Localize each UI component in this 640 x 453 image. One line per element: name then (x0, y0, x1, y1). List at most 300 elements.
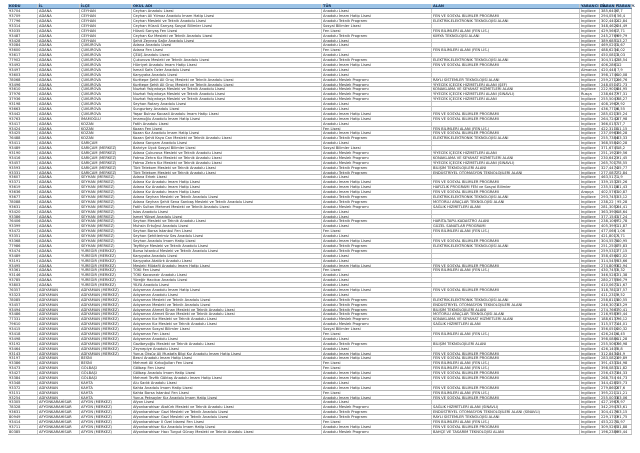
table-cell: Ceyhan Mesleki ve Teknik Anadolu Lisesi (132, 19, 322, 23)
table-cell: 93143 (8, 352, 38, 356)
table-cell: Fen Lisesi (322, 361, 432, 365)
table-cell: 377,1543 (601, 214, 619, 219)
table-cell: Anadolu Lisesi (322, 234, 432, 238)
table-cell: 408,1962 (601, 102, 619, 107)
table-cell: Anadolu Lisesi (322, 102, 432, 106)
table-cell: 80,55 (616, 298, 632, 302)
table-cell: ADIYAMAN (38, 293, 80, 297)
table-cell: Kahta Anadolu İmam Hatip Lisesi (132, 386, 322, 390)
table-cell: FEN VE SOSYAL BİLİMLER PROGRAMI (432, 14, 580, 18)
table-cell: İngilizce (580, 131, 600, 135)
table-cell: 235,5118 (601, 185, 619, 190)
table-cell: İngilizce (580, 185, 600, 189)
table-cell: Anadolu Lisesi (322, 210, 432, 214)
table-cell: 22,02 (616, 254, 632, 258)
table-cell: Anadolu Teknik Programı (322, 34, 432, 38)
table-body (8, 9, 632, 434)
table-cell: Anadolu İmam Hatip Lisesi (322, 14, 432, 18)
table-cell: Karşıyaka Anadolu Lisesi (132, 73, 322, 77)
table-cell: Sosyal Bilimler Lisesi (322, 327, 432, 331)
table-cell: 309,5265 (601, 424, 619, 429)
table-cell: FEN VE SOSYAL BİLİMLER PROGRAMI (432, 352, 580, 356)
table-cell: 238,22 (600, 200, 616, 204)
table-cell: 93146 (8, 273, 38, 277)
table-cell: Seyhan Şehitlerimiz Ses Anadolu Lisesi (132, 234, 322, 238)
table-cell: Anadolu İmam Hatip Lisesi (322, 63, 432, 67)
table-cell: 93331 (8, 171, 38, 175)
table-cell: Adana Kız Anadolu İmam Hatip Lisesi (132, 180, 322, 184)
table-cell: Afyonkarahisar Gazi Mesleki ve Teknik Anadolu Lisesi (132, 415, 322, 419)
table-cell: 93323 (8, 293, 38, 297)
table-cell: ADIYAMAN (38, 361, 80, 365)
table-cell: Fen Lisesi (322, 127, 432, 131)
table-cell: 391,4333 (601, 361, 619, 366)
table-cell: Çukurova Mesleki ve Teknik Anadolu Lisesi (132, 58, 322, 62)
table-cell: Besni Anadolu İmam Hatip Lisesi (132, 356, 322, 360)
table-cell: ADANA (38, 29, 80, 33)
table-cell: İngilizce (580, 420, 600, 424)
table-cell: İngilizce (580, 293, 600, 297)
table-cell: İngilizce (580, 156, 600, 160)
table-cell: Anadolu Teknik Programı (322, 200, 432, 204)
table-cell: İngilizce (580, 161, 600, 165)
table-cell: 76488 (8, 136, 38, 140)
table-cell: İngilizce (580, 381, 600, 385)
table-cell: KONAKLAMA VE SEYAHAT HİZMETLERİ ALANI (432, 156, 580, 160)
table-cell: Yaşar Bulnaz Kocaali Anadolu İmam Hatip Lisesi (132, 112, 322, 116)
table-cell: Adıyaman Kız Mesleki ve Teknik Anadolu Lisesi (132, 317, 322, 321)
table-cell: ADIYAMAN (38, 376, 80, 380)
table-cell: AFYONKARAHİSAR (38, 425, 80, 429)
table-cell: ADIYAMAN (38, 308, 80, 312)
table-cell: Gölbaşı Fen Lisesi (132, 366, 322, 370)
table-cell (432, 278, 580, 282)
table-cell: Anadolu Meslek Programı (322, 405, 432, 409)
table-cell: 426,2416 (601, 331, 619, 336)
table-cell: 93474 (8, 249, 38, 253)
table-cell: ÇUKUROVA (80, 48, 132, 52)
table-cell: İngilizce (580, 425, 600, 429)
table-cell: 469,0203 (601, 43, 619, 48)
table-cell: 93600 (8, 48, 38, 52)
table-cell: 44,01 (616, 322, 632, 326)
table-cell: Ceyhan Kız Mesleki ve Teknik Anadolu Lisesi (132, 34, 322, 38)
table-cell: Adana Çukurova Mesleki ve Teknik Anadolu Lisesi (132, 151, 322, 155)
table-cell: Fen Lisesi (322, 268, 432, 272)
table-cell: ADANA (38, 151, 80, 155)
table-cell: AFYON (MERKEZ) (80, 415, 132, 419)
table-cell: 1,67 (616, 43, 632, 47)
table-cell: FEN VE SOSYAL BİLİMLER PROGRAMI (432, 264, 580, 268)
table-cell: ADANA (38, 249, 80, 253)
table-cell: ÇUKUROVA (80, 107, 132, 111)
table-cell: 76357 (8, 288, 38, 292)
table-cell: Afyonkarahisar Atatürk Mesleki ve Teknik Anadolu Lisesi (132, 405, 322, 409)
table-cell: İngilizce (580, 229, 600, 233)
table-cell: FEN BİLİMLERİ ALANI (FEN LİS.) (432, 391, 580, 395)
table-cell: 55,24 (616, 112, 632, 116)
table-cell: İngilizce (580, 102, 600, 106)
table-cell: 17,7 (616, 122, 632, 126)
table-cell: 56,79 (616, 278, 632, 282)
table-cell: SAĞLIK HİZMETLERİ ALANI (432, 322, 580, 326)
table-cell: İngilizce (580, 19, 600, 23)
table-cell: ADIYAMAN (38, 352, 80, 356)
table-cell: 93415 (8, 327, 38, 331)
table-cell: SEYHAN (MERKEZ) (80, 200, 132, 204)
table-cell: ADANA (38, 161, 80, 165)
table-cell: İngilizce (580, 97, 600, 101)
table-cell: 12 (616, 63, 632, 67)
table-cell: Sosyal Bilimler Lisesi (322, 146, 432, 150)
table-cell: ADANA (38, 200, 80, 204)
table-cell: YÜREĞİR (MERKEZ) (80, 273, 132, 277)
table-cell: İngilizce (580, 352, 600, 356)
table-cell: 356,0516 (601, 327, 619, 332)
table-cell: 93361 (8, 268, 38, 272)
table-cell: FEN VE SOSYAL BİLİMLER PROGRAMI (432, 371, 580, 375)
table-cell: Adana Erkek Lisesi (132, 175, 322, 179)
table-cell: Anadolu İmam Hatip Lisesi (322, 371, 432, 375)
table-cell: 93494 (8, 308, 38, 312)
table-cell: CEYHAN (80, 9, 132, 13)
table-cell: İngilizce (580, 327, 600, 331)
header-cell: TABAN P. (601, 4, 620, 8)
table-cell: Anadolu Teknik Programı (322, 19, 432, 23)
table-cell (432, 102, 580, 106)
table-cell (432, 146, 580, 150)
table-cell: 87,98 (616, 117, 632, 121)
table-cell: 93472 (8, 229, 38, 233)
table-cell: BAHÇE VE TASARIM TEKNOLOJİSİ ALANI (432, 430, 580, 434)
table-cell: FEN VE SOSYAL BİLİMLER PROGRAMI (432, 356, 580, 360)
table-cell: Muhsin Ertuğrul Anadolu Lisesi (132, 224, 322, 228)
table-cell: ADANA (38, 239, 80, 243)
table-cell: ADIYAMAN (38, 337, 80, 341)
table-cell: ÇUKUROVA (80, 97, 132, 101)
table-cell: İngilizce (580, 361, 600, 365)
table-cell: 6,55 (616, 107, 632, 111)
table-cell: İngilizce (580, 342, 600, 346)
table-cell: Borsa İstanbul Mesleki ve Teknik Anadolu Lisesi (132, 249, 322, 253)
table-cell: 429,5661 (601, 28, 619, 33)
table-cell: Anadolu Lisesi (322, 141, 432, 145)
table-cell: ADANA (38, 19, 80, 23)
table-cell: İngilizce (580, 410, 600, 414)
table-cell: Anadolu İmam Hatip Lisesi (322, 376, 432, 380)
table-cell: Anadolu Lisesi (322, 107, 432, 111)
table-cell: Anadolu Teknik Programı (322, 342, 432, 346)
table-cell: Anadolu Teknik Programı (322, 410, 432, 414)
table-cell: Sungurbey Anadolu Lisesi (132, 107, 322, 111)
table-cell: ÇUKUROVA (80, 87, 132, 91)
table-cell: Fen Lisesi (322, 29, 432, 33)
table-cell: 24,49 (616, 24, 632, 28)
table-cell: 450,0813 (601, 53, 619, 58)
table-cell: İngilizce (580, 239, 600, 243)
table-cell: 93709 (8, 14, 38, 18)
table-cell: Anadolu Meslek Programı (322, 205, 432, 209)
table-cell: ADIYAMAN (38, 303, 80, 307)
table-cell: Anadolu Teknik Programı (322, 303, 432, 307)
table-cell: İngilizce (580, 244, 600, 248)
table-cell: Şehit Zeynep Sağır Anadolu Lisesi (132, 39, 322, 43)
table-cell: 93371 (8, 180, 38, 184)
table-cell: İngilizce (580, 273, 600, 277)
table-cell: 93457 (8, 161, 38, 165)
table-cell: İngilizce (580, 234, 600, 238)
table-cell: 62,94 (616, 264, 632, 268)
table-cell: İngilizce (580, 322, 600, 326)
table-cell: 93425 (8, 131, 38, 135)
table-cell: FEN BİLİMLERİ ALANI (FEN LİS.) (432, 420, 580, 424)
table-cell: 10,08 (616, 73, 632, 77)
table-cell: 398,0886 (601, 336, 619, 341)
table-cell: 279,8602 (601, 385, 619, 390)
table-cell: ADIYAMAN (MERKEZ) (80, 308, 132, 312)
table-cell: FEN VE SOSYAL BİLİMLER PROGRAMI (432, 180, 580, 184)
table-cell: Anadolu Teknik Programı (322, 244, 432, 248)
table-cell: İngilizce (580, 29, 600, 33)
table-cell: 281,3052 (601, 204, 619, 209)
table-cell: Mehmet Ali Kırlıoğulları Fen Lisesi (132, 361, 322, 365)
table-cell: Ceyhan Hüsnü Sarıyaş Sosyal Bilimler Lisesi (132, 24, 322, 28)
table-cell: Kurttepe Şehit Ali Oruç Mesleki ve Teknik Anadolu Lisesi (132, 83, 322, 87)
table-cell: 463,5171 (601, 175, 619, 180)
table-cell: 93414 (8, 420, 38, 424)
results-table (8, 4, 636, 435)
table-cell: 93785 (8, 278, 38, 282)
table-cell: Kurttepe Şehit Ali Oruç Mesleki ve Teknik Anadolu Lisesi (132, 78, 322, 82)
table-cell: İngilizce (580, 400, 600, 404)
table-cell: ADIYAMAN (MERKEZ) (80, 352, 132, 356)
table-cell: Türk Telekom Mesleki ve Teknik Anadolu Lisesi (132, 171, 322, 175)
table-cell: ADIYAMAN (38, 391, 80, 395)
table-cell: AFYONKARAHİSAR (38, 415, 80, 419)
table-cell: Afyon Lisesi (132, 400, 322, 404)
table-cell: 285,0213 (601, 111, 619, 116)
table-cell: Anadolu İmam Hatip Lisesi (322, 239, 432, 243)
table-cell: ADIYAMAN (MERKEZ) (80, 298, 132, 302)
table-cell: FEN VE SOSYAL BİLİMLER PROGRAMI (432, 63, 580, 67)
table-cell (432, 259, 580, 263)
table-cell: 93763 (8, 117, 38, 121)
table-cell: ADANA (38, 43, 80, 47)
table-cell: 72,73 (616, 83, 632, 87)
table-cell: YÜREĞİR (MERKEZ) (80, 283, 132, 287)
table-cell: ADANA (38, 97, 80, 101)
table-cell: ELEKTRİK-ELEKTRONİK TEKNOLOJİSİ ALANI (432, 244, 580, 248)
table-cell: İsmail Safa Özler Anadolu Lisesi (132, 68, 322, 72)
table-cell: MOTORLU ARAÇLAR TEKNOLOJİSİ ALANI (432, 312, 580, 316)
table-cell: SEYHAN (MERKEZ) (80, 205, 132, 209)
table-cell: 93617 (8, 53, 38, 57)
table-cell: 84,95 (616, 87, 632, 91)
table-cell: Ceyhan Ali Yılmaz Anadolu İmam Hatip Lisesi (132, 14, 322, 18)
table-cell: ADANA (38, 9, 80, 13)
table-cell: 410,0673 (601, 283, 619, 288)
table-cell: Gölbaşı Anadolu İmam Hatip Lisesi (132, 371, 322, 375)
table-cell: 4,45 (616, 332, 632, 336)
table-cell: 5,32 (616, 268, 632, 272)
table-cell: FEN VE SOSYAL BİLİMLER PROGRAMI (432, 386, 580, 390)
table-cell (432, 273, 580, 277)
table-cell: ADANA (38, 224, 80, 228)
table-cell: ENDÜSTRİYEL OTOMASYON TEKNOLOJİLERİ ALANI (432, 171, 580, 175)
table-cell: İngilizce (580, 151, 600, 155)
table-cell: Yunus Öksüz Ali Mustafa Bilgi Kız Anadolu İmam Hatip Lisesi (132, 352, 322, 356)
table-cell: Adıyaman Kız Mesleki ve Teknik Anadolu Lisesi (132, 322, 322, 326)
table-cell: Adana Kız Anadolu İmam Hatip Lisesi (132, 190, 322, 194)
table-cell: 264,7242 (601, 116, 619, 121)
table-cell (432, 234, 580, 238)
table-cell: 11,82 (616, 366, 632, 370)
table-cell: 304,5142 (601, 58, 619, 63)
table-cell: İngilizce (580, 136, 600, 140)
table-cell: 78328 (8, 405, 38, 409)
table-cell: 35,77 (616, 166, 632, 170)
table-cell: Adana Seyhan Mesleki ve Teknik Anadolu Lisesi (132, 195, 322, 199)
table-cell: FEN VE SOSYAL BİLİMLER PROGRAMI (432, 288, 580, 292)
table-cell: ADANA (38, 68, 80, 72)
table-cell: 237,0963 (601, 131, 619, 136)
table-cell: 93496 (8, 83, 38, 87)
table-cell: 389,6851 (601, 38, 619, 43)
table-cell: 93411 (8, 141, 38, 145)
table-cell: 93704 (8, 9, 38, 13)
table-cell: ÇUKUROVA (80, 63, 132, 67)
table-cell: ADANA (38, 219, 80, 223)
table-cell: Nuzhat Yalçınkaya Mesleki ve Teknik Anadolu Lisesi (132, 92, 322, 96)
table-cell: İngilizce (580, 376, 600, 380)
table-cell: 246,3071 (601, 302, 619, 307)
table-cell: 11,15 (616, 127, 632, 131)
table-cell: SEYHAN (MERKEZ) (80, 229, 132, 233)
table-cell: ADANA (38, 244, 80, 248)
table-cell: 93593 (8, 166, 38, 170)
table-cell (432, 381, 580, 385)
table-cell: Anadolu Teknik Programı (322, 312, 432, 316)
table-cell: AFYON (MERKEZ) (80, 420, 132, 424)
table-cell: Anadolu İmam Hatip Lisesi (322, 180, 432, 184)
table-cell: FEN VE SOSYAL BİLİMLER PROGRAMI (432, 112, 580, 116)
table-cell: KOZAN (80, 131, 132, 135)
table-cell: SEYHAN (MERKEZ) (80, 180, 132, 184)
table-cell: 93457 (8, 303, 38, 307)
table-cell: ÇUKUROVA (80, 112, 132, 116)
table-cell: 346,5287 (601, 273, 619, 278)
table-cell: Fen Lisesi (322, 420, 432, 424)
table-cell: BİLİŞİM TEKNOLOJİLERİ ALANI (432, 308, 580, 312)
table-cell: Anadolu Lisesi (322, 68, 432, 72)
table-cell: Afyonkarahisar Gazi Mesleki ve Teknik Anadolu Lisesi (132, 410, 322, 414)
header-cell: İLÇE (80, 4, 132, 8)
table-cell: Adana Sarıçam Anadolu Lisesi (132, 141, 322, 145)
table-cell: ADANA (38, 34, 80, 38)
table-cell: KOZAN (80, 122, 132, 126)
table-cell: ÇUKUROVA (80, 53, 132, 57)
table-cell: YILYA Anadolu Lisesi (132, 283, 322, 287)
table-cell: 86,98 (616, 342, 632, 346)
table-cell: 77331 (8, 317, 38, 321)
table-cell: Kozan Şehit Kaya Can Mesleki ve Teknik Anadolu Lisesi (132, 136, 322, 140)
table-cell: 477,066 (601, 229, 616, 234)
table-cell: 40,95 (616, 239, 632, 243)
table-cell: YİYECEK İÇECEK HİZMETLERİ ALANI (SINAVLI) (432, 161, 580, 165)
table-cell: ADANA (38, 39, 80, 43)
table-cell: 265,7017 (601, 160, 619, 165)
table-cell: İngilizce (580, 146, 600, 150)
table-cell: ÇUKUROVA (80, 78, 132, 82)
table-cell: KOZAN (80, 127, 132, 131)
table-cell: 88,27 (616, 97, 632, 101)
table-cell: MOTORLU ARAÇLAR TEKNOLOJİSİ ALANI (432, 200, 580, 204)
table-cell: İngilizce (580, 43, 600, 47)
table-cell: Anadolu İmam Hatip Lisesi (322, 386, 432, 390)
table-cell: ADIYAMAN (MERKEZ) (80, 347, 132, 351)
table-cell: Mesleki Müdafii Anadolu İmam Hatip Lisesi (132, 264, 322, 268)
table-cell: AFYON (MERKEZ) (80, 405, 132, 409)
table-cell: 363,3906 (601, 209, 619, 214)
table-cell: ADIYAMAN (MERKEZ) (80, 288, 132, 292)
table-cell: ÇUKUROVA (80, 92, 132, 96)
table-cell: 91,75 (616, 415, 632, 419)
table-cell: Adıyaman Anadolu İmam Hatip Lisesi (132, 288, 322, 292)
table-cell: 21,38 (616, 273, 632, 277)
table-cell: Adıyaman Fen Lisesi (132, 332, 322, 336)
table-cell: 93607 (8, 175, 38, 179)
table-cell: 339,1532 (601, 180, 619, 185)
table-cell: İngilizce (580, 87, 600, 91)
table-cell: KAHTA (80, 386, 132, 390)
table-cell: İngilizce (580, 405, 600, 409)
table-cell: Seyhan Rotary Anadolu Lisesi (132, 102, 322, 106)
table-cell: 25,73 (616, 381, 632, 385)
table-cell: ADIYAMAN (MERKEZ) (80, 317, 132, 321)
table-cell: CEYHAN (80, 34, 132, 38)
table-cell: İngilizce (580, 127, 600, 131)
table-cell: ADANA (38, 171, 80, 175)
table-cell: SEYHAN (MERKEZ) (80, 244, 132, 248)
table-cell: Anadolu Teknik Programı (322, 171, 432, 175)
table-cell: 421,8017 (601, 234, 619, 239)
table-cell: Anadolu Lisesi (322, 9, 432, 13)
table-cell: 37936 (8, 97, 38, 101)
table-cell (432, 73, 580, 77)
table-cell: 93424 (8, 127, 38, 131)
table-cell: ADANA (38, 215, 80, 219)
table-cell: 304,5578 (601, 239, 619, 244)
table-cell: Anadolu Teknik Programı (322, 58, 432, 62)
table-cell: İngilizce (580, 48, 600, 52)
table-cell: İngilizce (580, 200, 600, 204)
table-cell: 37,57 (616, 288, 632, 292)
table-cell: İngilizce (580, 117, 600, 121)
table-cell: 93035 (8, 29, 38, 33)
table-cell: 294,056 (601, 14, 616, 19)
table-cell: 1,97 (616, 420, 632, 424)
table-cell: 93636 (8, 190, 38, 194)
table-cell: Anadolu Teknik Programı (322, 166, 432, 170)
table-cell: GÜZEL SANATLAR PROGRAMI (432, 224, 580, 228)
table-cell: 93416 (8, 156, 38, 160)
table-cell: ÇUKUROVA (80, 58, 132, 62)
table-cell: FEN VE SOSYAL BİLİMLER PROGRAMI (432, 425, 580, 429)
table-cell: SEYHAN (MERKEZ) (80, 175, 132, 179)
table-cell: 344,4285 (601, 380, 619, 385)
table-cell: FEN BİLİMLERİ ALANI (FEN LİS.) (432, 361, 580, 365)
table-cell: Karşıyaka Anadolu Lisesi (132, 254, 322, 258)
